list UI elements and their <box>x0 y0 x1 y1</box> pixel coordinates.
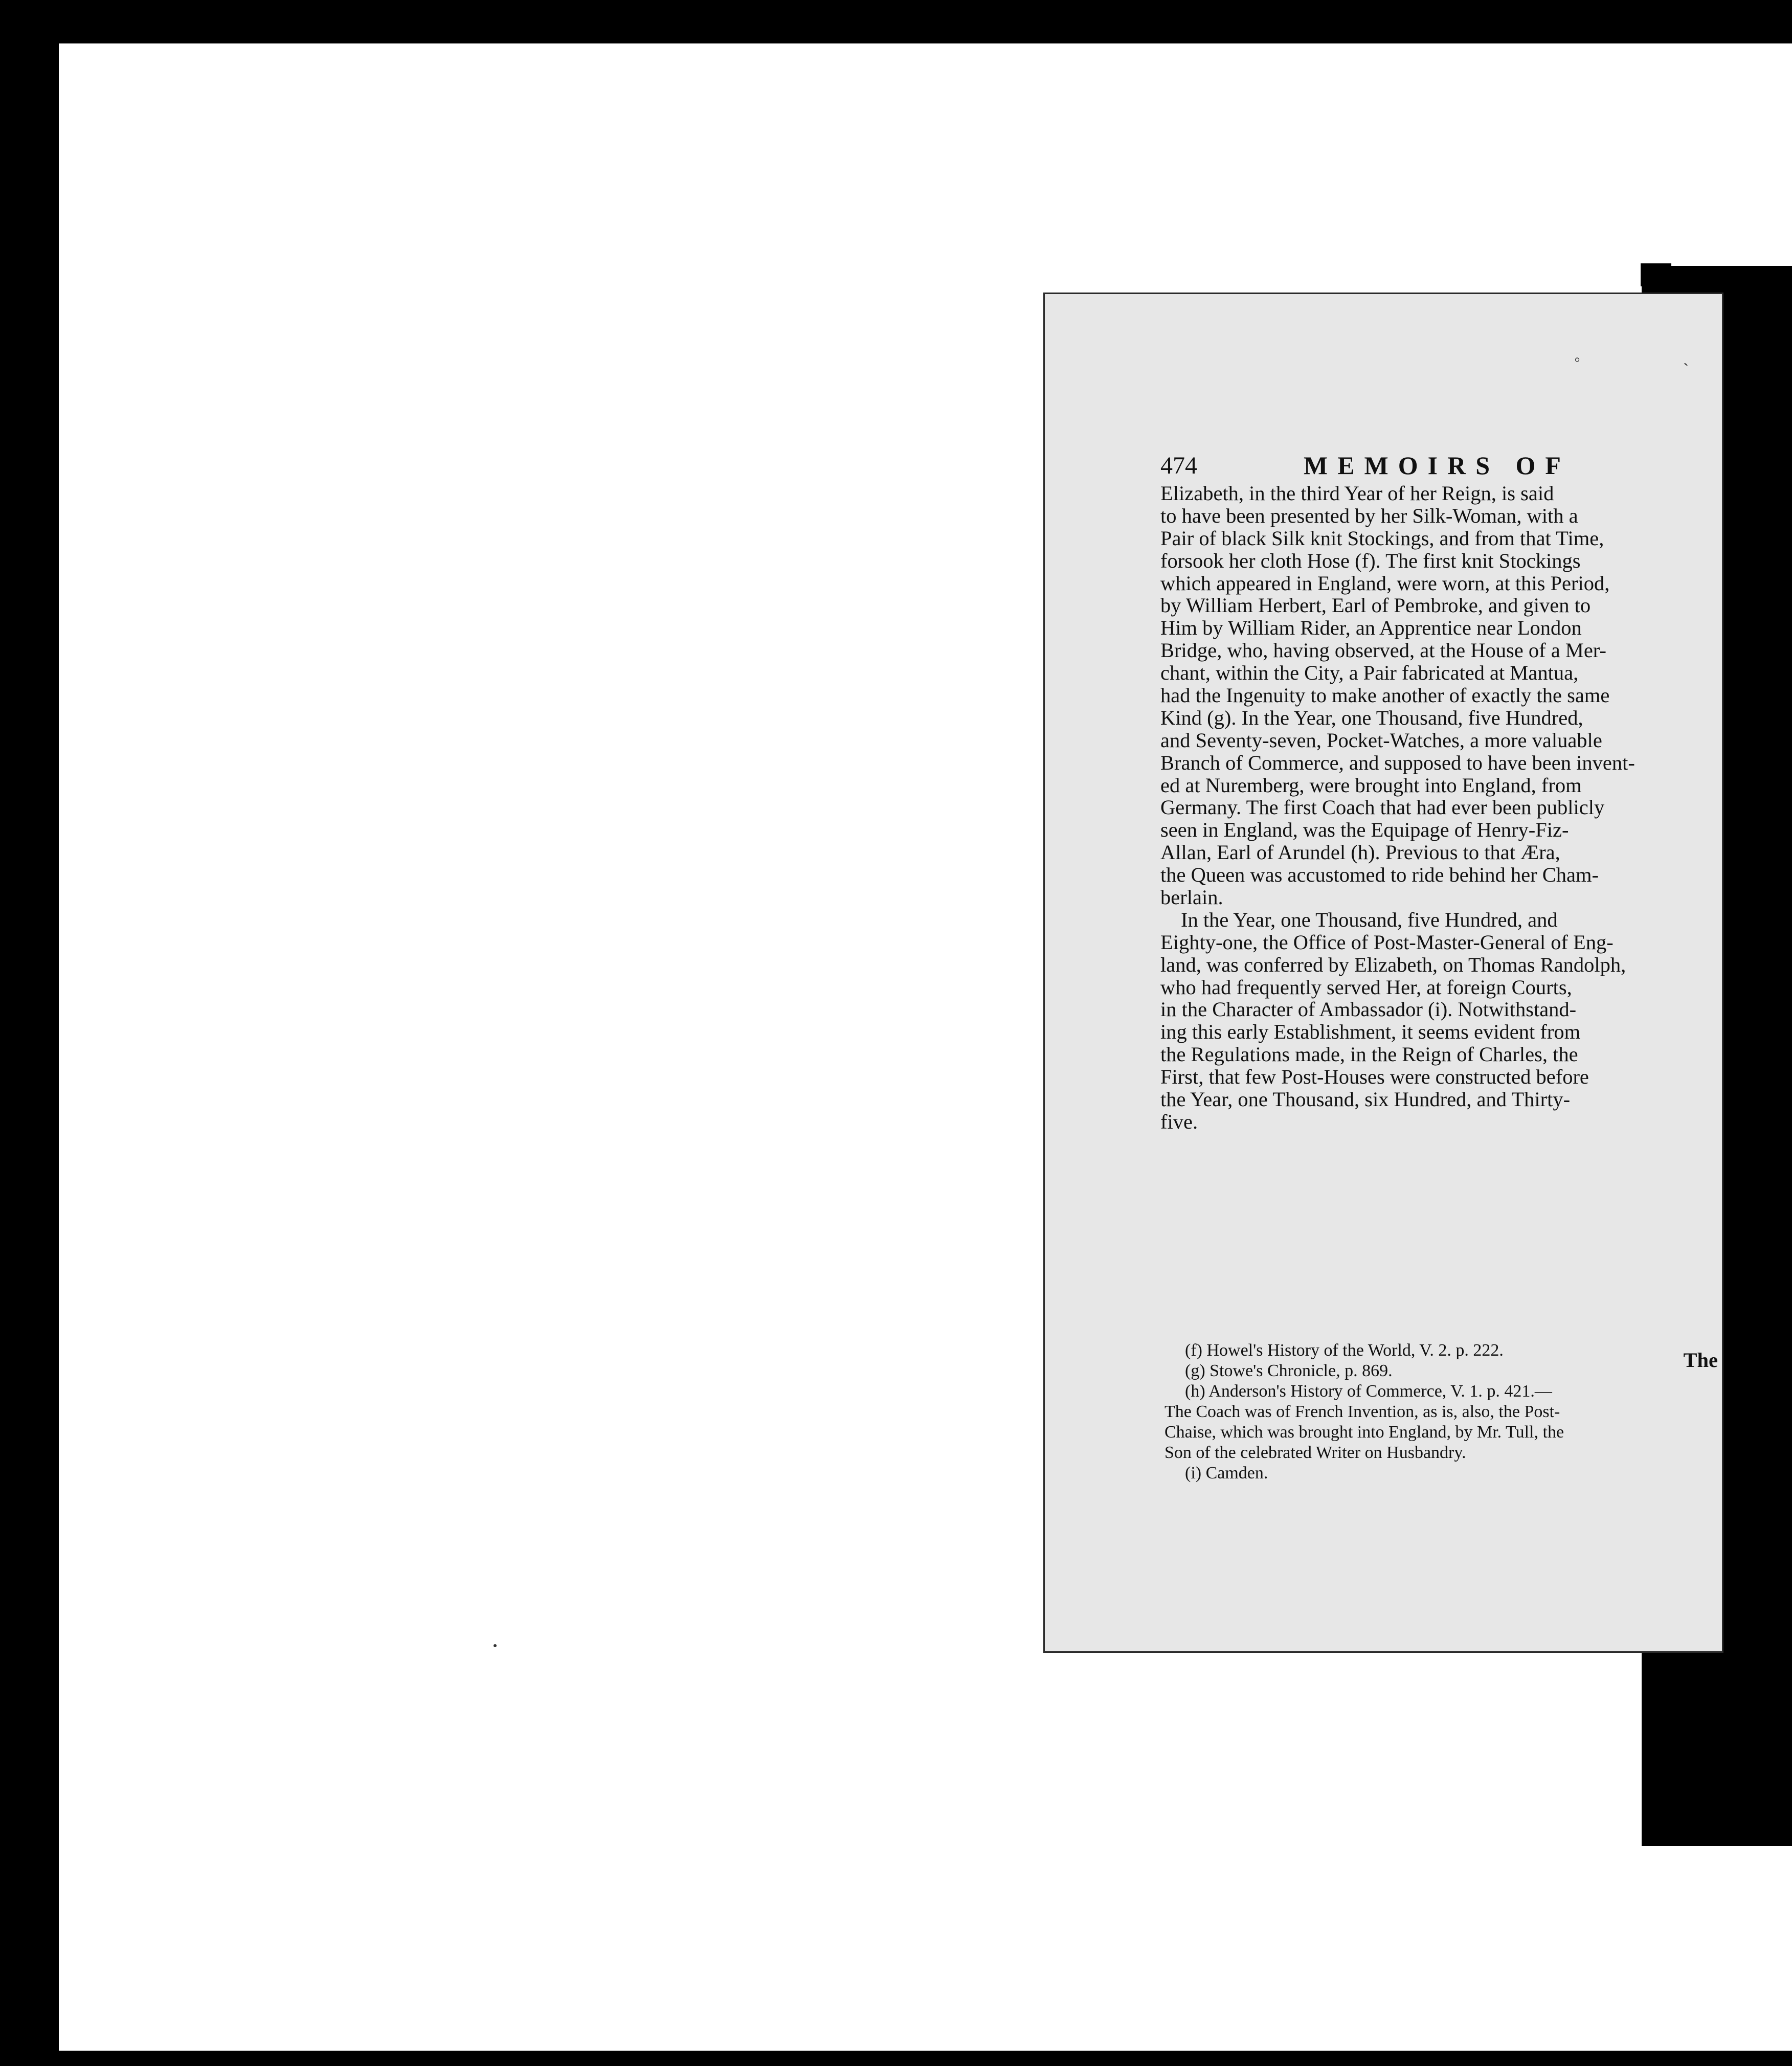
body-line: Pair of black Silk knit Stockings, and from that Time, <box>1160 526 1604 550</box>
body-line: had the Ingenuity to make another of exactly the same <box>1160 684 1610 707</box>
body-line: the Queen was accustomed to ride behind her Cham- <box>1160 863 1599 887</box>
body-line: berlain. <box>1160 886 1223 909</box>
body-line: who had frequently served Her, at foreign Courts, <box>1160 975 1572 999</box>
body-line: In the Year, one Thousand, five Hundred, and <box>1181 908 1558 931</box>
scan-bottom-border <box>0 2051 1792 2066</box>
body-line: First, that few Post-Houses were constructed before <box>1160 1065 1589 1089</box>
page-number: 474 <box>1160 452 1197 479</box>
body-line: Germany. The first Coach that had ever been publicly <box>1160 796 1605 819</box>
body-line: Kind (g). In the Year, one Thousand, five Hundred, <box>1160 706 1583 729</box>
body-line: seen in England, was the Equipage of Henry-Fiz- <box>1160 818 1569 842</box>
book-page <box>1043 293 1723 1653</box>
footnote-line: (f) Howel's History of the World, V. 2. p. 222. <box>1185 1341 1504 1360</box>
body-line: the Year, one Thousand, six Hundred, and Thirty- <box>1160 1088 1571 1111</box>
catchword: The <box>1683 1349 1718 1372</box>
footnotes <box>1164 1340 1727 1484</box>
footnote-line: (g) Stowe's Chronicle, p. 869. <box>1185 1361 1393 1380</box>
ink-mark: ˋ <box>1683 361 1689 379</box>
body-line: Allan, Earl of Arundel (h). Previous to that Æra, <box>1160 841 1560 864</box>
ink-mark: ◦ <box>1574 350 1581 369</box>
body-line: forsook her cloth Hose (f). The first knit Stockings <box>1160 549 1581 572</box>
body-line: and Seventy-seven, Pocket-Watches, a more valuable <box>1160 728 1602 752</box>
body-line: ing this early Establishment, it seems evident from <box>1160 1020 1581 1044</box>
body-line: Elizabeth, in the third Year of her Reign, is said <box>1160 482 1554 505</box>
body-line: chant, within the City, a Pair fabricated at Mantua, <box>1160 661 1579 685</box>
footnote-line: Son of the celebrated Writer on Husbandry. <box>1164 1443 1466 1462</box>
footnote-line: The Coach was of French Invention, as is, also, the Post- <box>1164 1402 1560 1421</box>
body-line: five. <box>1160 1110 1198 1133</box>
body-line: Bridge, who, having observed, at the House of a Mer- <box>1160 639 1606 662</box>
binding-tab <box>1641 263 1671 286</box>
body-line: Eighty-one, the Office of Post-Master-General of Eng- <box>1160 930 1614 954</box>
body-line: in the Character of Ambassador (i). Notwithstand- <box>1160 998 1577 1021</box>
running-head <box>1160 448 1723 484</box>
body-line: Branch of Commerce, and supposed to have been invent- <box>1160 751 1635 774</box>
footnote-line: (h) Anderson's History of Commerce, V. 1. p. 421.— <box>1185 1382 1552 1401</box>
body-line: to have been presented by her Silk-Woman, with a <box>1160 504 1578 527</box>
body-line: ed at Nuremberg, were brought into England, from <box>1160 773 1582 797</box>
scan-left-border <box>0 0 14 2066</box>
running-head-title: MEMOIRS OF <box>1304 451 1571 480</box>
body-line: the Regulations made, in the Reign of Charles, the <box>1160 1043 1578 1066</box>
body-line: which appeared in England, were worn, at this Period, <box>1160 571 1610 595</box>
body-line: by William Herbert, Earl of Pembroke, and given to <box>1160 594 1591 617</box>
dust-speck <box>494 1644 497 1647</box>
footnote-line: (i) Camden. <box>1185 1464 1268 1483</box>
footnote-line: Chaise, which was brought into England, by Mr. Tull, the <box>1164 1423 1564 1442</box>
body-line: land, was conferred by Elizabeth, on Thomas Randolph, <box>1160 953 1626 976</box>
body-line: Him by William Rider, an Apprentice near London <box>1160 616 1582 640</box>
